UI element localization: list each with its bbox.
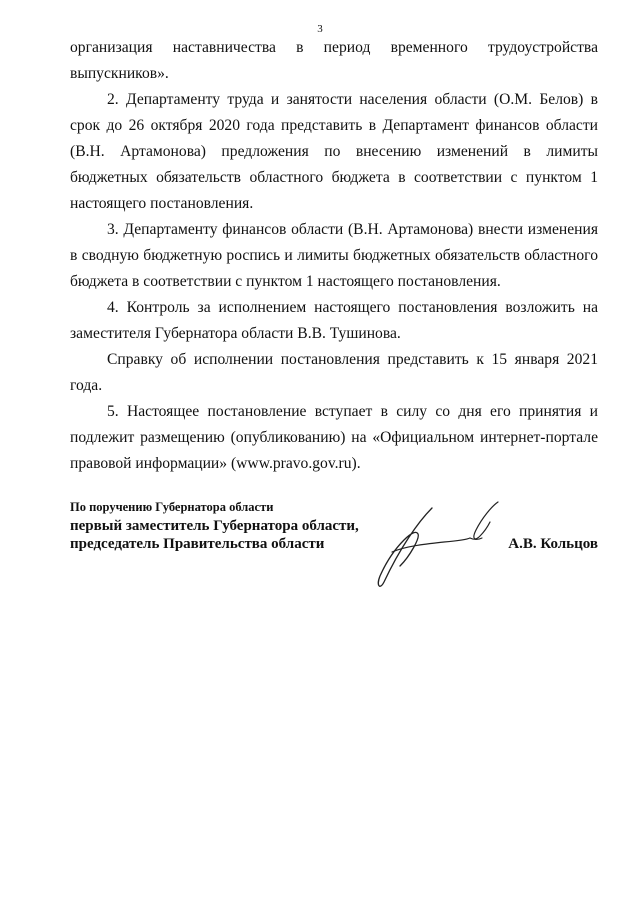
paragraph-item-5: 5. Настоящее постановление вступает в силу со дня его принятия и подлежит размещению (опубликованию) на «Официальном интернет-портале правовой информации» (www.pravo.gov.ru). bbox=[70, 403, 598, 472]
document-body bbox=[70, 35, 598, 477]
paragraph-report-deadline: Справку об исполнении постановления представить к 15 января 2021 года. bbox=[70, 351, 598, 394]
signature-on-behalf: По поручению Губернатора области bbox=[70, 500, 274, 514]
signatory-position-line2: председатель Правительства области bbox=[70, 536, 325, 552]
signatory-name: А.В. Кольцов bbox=[508, 536, 598, 552]
paragraph-item-4: 4. Контроль за исполнением настоящего постановления возложить на заместителя Губернатора области В.В. Тушинова. bbox=[70, 299, 598, 342]
signature-block bbox=[70, 500, 600, 600]
paragraph-continuation: организация наставничества в период временного трудоустройства выпускников». bbox=[70, 39, 598, 82]
paragraph-item-2: 2. Департаменту труда и занятости населения области (О.М. Белов) в срок до 26 октября 2020 года представить в Департамент финансов области (В.Н. Артамонова) предложения по внесению изменений в лимиты бюджетных обязательств областного бюджета в соответствии с пунктом 1 настоящего постановления. bbox=[70, 91, 598, 212]
page-number: 3 bbox=[317, 23, 323, 35]
signatory-position-line1: первый заместитель Губернатора области, bbox=[70, 518, 359, 534]
handwritten-signature-icon bbox=[370, 500, 500, 590]
paragraph-item-3: 3. Департаменту финансов области (В.Н. Артамонова) внести изменения в сводную бюджетную роспись и лимиты бюджетных обязательств областного бюджета в соответствии с пунктом 1 настоящего постановления. bbox=[70, 221, 598, 290]
